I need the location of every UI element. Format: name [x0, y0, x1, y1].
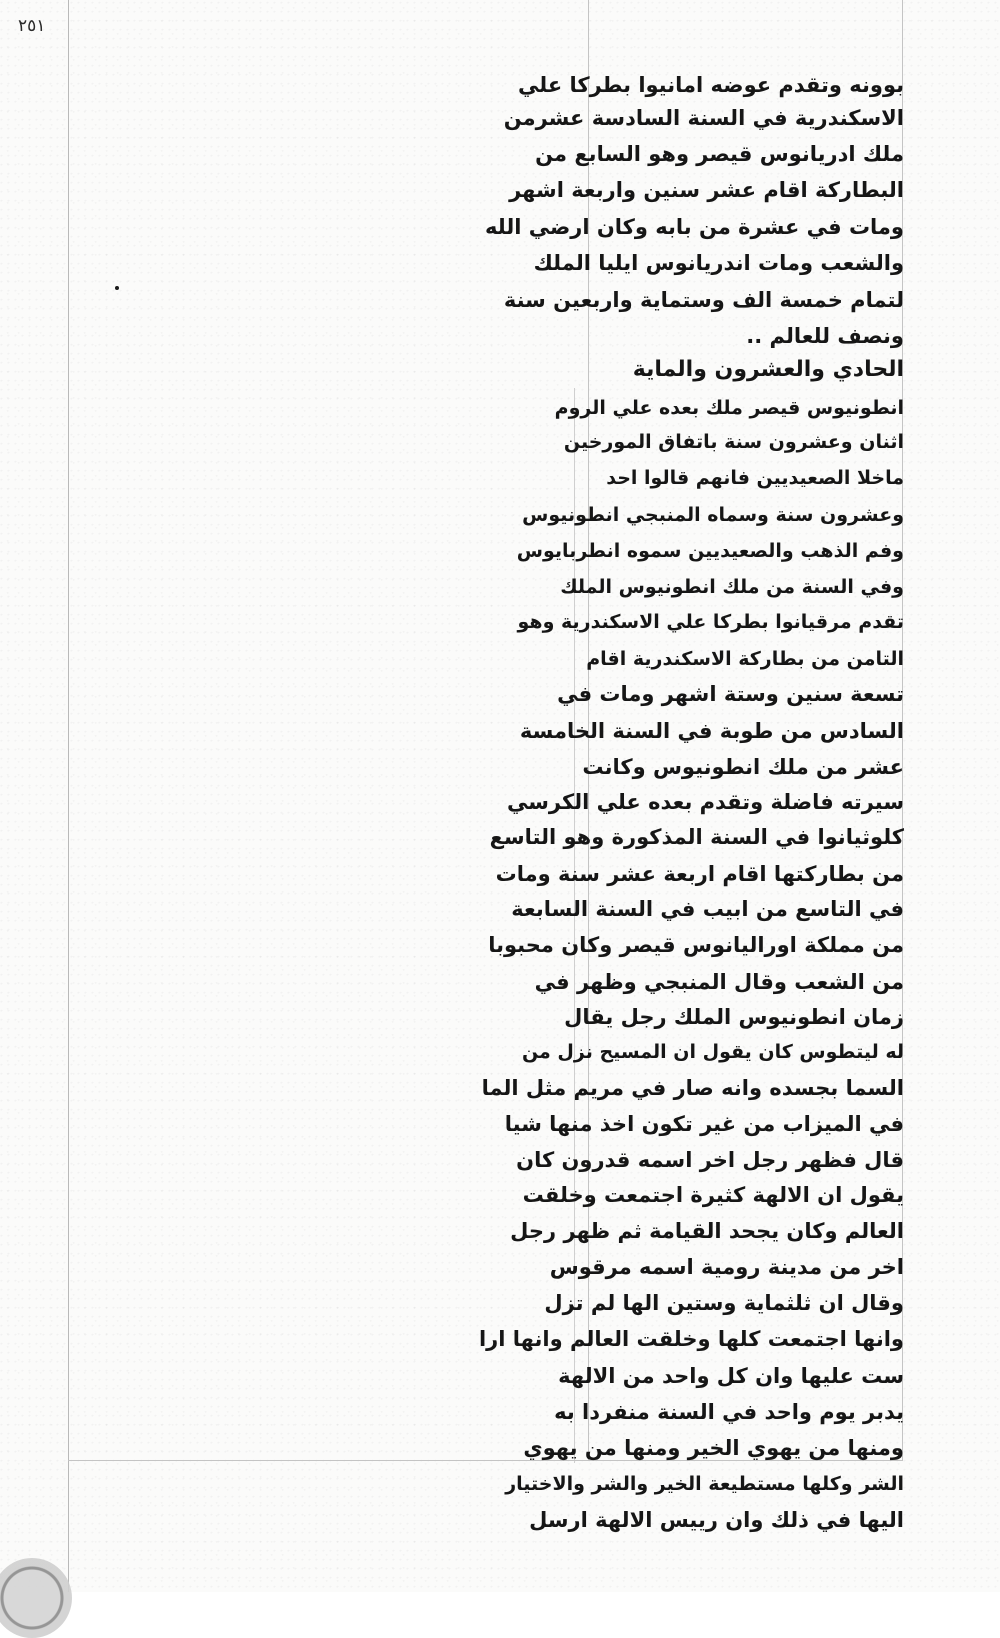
- library-stamp: [0, 1558, 72, 1638]
- manuscript-line: سيرته فاضلة وتقدم بعده علي الكرسي: [507, 790, 904, 814]
- manuscript-line: من الشعب وقال المنبجي وظهر في: [534, 970, 904, 994]
- manuscript-line: والشعب ومات اندريانوس ايليا الملك: [533, 251, 904, 275]
- manuscript-line: تقدم مرقيانوا بطركا علي الاسكندرية وهو: [517, 611, 904, 633]
- manuscript-line: اليها في ذلك وان رييس الالهة ارسل: [529, 1508, 904, 1532]
- manuscript-line: الشر وكلها مستطيعة الخير والشر والاختيار: [505, 1473, 904, 1495]
- manuscript-line: ست عليها وان كل واحد من الالهة: [558, 1364, 904, 1388]
- manuscript-line: عشر من ملك انطونيوس وكانت: [582, 755, 904, 779]
- manuscript-line: يدبر يوم واحد في السنة منفردا به: [554, 1400, 904, 1424]
- ink-spot: [115, 286, 119, 290]
- manuscript-line: وقال ان ثلثماية وستين الها لم تزل: [544, 1291, 904, 1315]
- manuscript-line: قال فظهر رجل اخر اسمه قدرون كان: [516, 1148, 904, 1172]
- manuscript-line: وفي السنة من ملك انطونيوس الملك: [560, 576, 904, 598]
- manuscript-line: اثنان وعشرون سنة باتفاق المورخين: [563, 431, 904, 453]
- manuscript-line: تسعة سنين وستة اشهر ومات في: [557, 682, 904, 706]
- manuscript-line: ونصف للعالم ..: [746, 324, 904, 348]
- manuscript-line: لتمام خمسة الف وستماية واربعين سنة: [503, 288, 904, 312]
- manuscript-line: انطونيوس قيصر ملك بعده علي الروم: [554, 397, 904, 419]
- manuscript-line: في الميزاب من غير تكون اخذ منها شيا: [504, 1112, 904, 1136]
- manuscript-line: من بطاركتها اقام اربعة عشر سنة ومات: [495, 862, 904, 886]
- manuscript-line: يقول ان الالهة كثيرة اجتمعت وخلقت: [522, 1183, 904, 1207]
- chapter-heading: الحادي والعشرون والماية: [632, 357, 904, 382]
- manuscript-line: السما بجسده وانه صار في مريم مثل الما: [481, 1076, 904, 1100]
- left-margin-rule: [68, 0, 69, 1592]
- manuscript-line: من مملكة اوراليانوس قيصر وكان محبوبا: [488, 933, 904, 957]
- manuscript-line: التامن من بطاركة الاسكندرية اقام: [586, 648, 904, 670]
- manuscript-line: بوونه وتقدم عوضه امانيوا بطركا علي: [518, 73, 904, 97]
- manuscript-line: وعشرون سنة وسماه المنبجي انطونيوس: [522, 504, 904, 526]
- manuscript-line: العالم وكان يجحد القيامة ثم ظهر رجل: [510, 1219, 904, 1243]
- manuscript-line: كلوثيانوا في السنة المذكورة وهو التاسع: [489, 825, 904, 849]
- manuscript-line: زمان انطونيوس الملك رجل يقال: [564, 1005, 904, 1029]
- manuscript-line: السادس من طوبة في السنة الخامسة: [519, 719, 904, 743]
- manuscript-line: وفم الذهب والصعيديين سموه انطربايوس: [516, 540, 904, 562]
- manuscript-line: البطاركة اقام عشر سنين واربعة اشهر: [509, 178, 904, 202]
- manuscript-line: ملك ادريانوس قيصر وهو السابع من: [535, 142, 904, 166]
- manuscript-line: له ليتطوس كان يقول ان المسيح نزل من: [521, 1041, 904, 1063]
- manuscript-line: ومنها من يهوي الخير ومنها من يهوي: [523, 1436, 904, 1460]
- manuscript-line: ومات في عشرة من بابه وكان ارضي الله: [485, 215, 904, 239]
- page-number: ٢٥١: [18, 16, 46, 36]
- manuscript-line: ماخلا الصعيديين فانهم قالوا احد: [606, 467, 904, 489]
- manuscript-text-column: [478, 70, 904, 1532]
- manuscript-line: الاسكندرية في السنة السادسة عشرمن: [503, 106, 904, 130]
- manuscript-line: اخر من مدينة رومية اسمه مرقوس: [549, 1255, 904, 1279]
- manuscript-line: وانها اجتمعت كلها وخلقت العالم وانها ارا: [478, 1327, 904, 1351]
- manuscript-line: في التاسع من ابيب في السنة السابعة: [511, 897, 904, 921]
